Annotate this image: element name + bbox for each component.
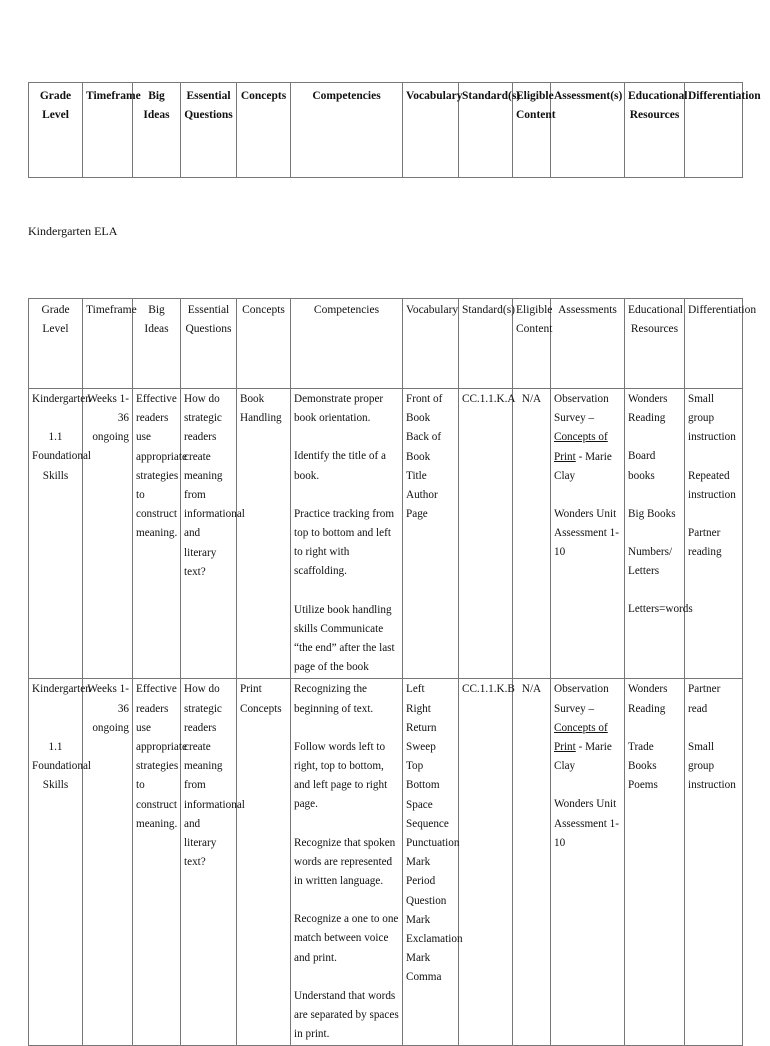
concepts-cell: Book Handling [237, 389, 291, 679]
grade-sub2: Foundational Skills [32, 759, 92, 792]
resource-item: Wonders Reading [628, 393, 668, 425]
questions-cell: How do strategic readers create meaning from informational and literary text? [181, 679, 237, 1046]
diff-item: Partner reading [688, 527, 722, 559]
resource-item: Trade Books Poems [628, 740, 658, 792]
col-standards: Standard(s) [459, 299, 513, 389]
col-vocabulary: Vocabulary [403, 299, 459, 389]
vocab-item: Comma [406, 971, 442, 984]
vocab-item: Question Mark [406, 894, 447, 926]
grade-cell [29, 679, 92, 1046]
timeframe-cell: Weeks 1-36 ongoing [83, 389, 133, 679]
grade-text: Kindergarten [32, 683, 91, 696]
header-table [28, 82, 761, 178]
differentiation-cell [685, 679, 743, 1046]
section-title: Kindergarten ELA [28, 224, 118, 238]
questions-cell: How do strategic readers create meaning from informational and literary text? [181, 389, 237, 679]
competency-item: Identify the title of a book. [294, 450, 386, 482]
col-differentiation: Differentiation [685, 83, 743, 178]
concepts-cell: Print Concepts [237, 679, 291, 1046]
col-concepts: Concepts [237, 83, 291, 178]
timeframe-cell: Weeks 1-36 ongoing [83, 679, 133, 1046]
vocabulary-cell [403, 389, 459, 679]
table-row [29, 389, 743, 679]
resources-cell [625, 389, 693, 679]
col-vocabulary: Vocabulary [403, 83, 459, 178]
col-assessments: Assessment(s) [551, 83, 625, 178]
diff-item: Small group instruction [688, 740, 736, 792]
resources-cell [625, 679, 685, 1046]
resource-item: Big Books [628, 507, 676, 520]
vocab-item: Author [406, 489, 438, 502]
vocabulary-cell [403, 679, 463, 1046]
standard-cell: CC.1.1.K.B [459, 679, 513, 1046]
col-grade-level: Grade Level [29, 83, 83, 178]
col-big-ideas: Big Ideas [133, 83, 181, 178]
col-timeframe: Timeframe [83, 299, 133, 389]
big-ideas-cell: Effective readers use appropriate strategies to construct meaning. [133, 389, 181, 679]
col-educational-resources: Educational Resources [625, 299, 685, 389]
vocab-item: Right [406, 702, 431, 715]
diff-item: Partner read [688, 683, 721, 715]
competency-item: Utilize book handling skills Communicate “the end” after the last page of the book [294, 603, 395, 674]
col-competencies: Competencies [291, 83, 403, 178]
competency-item: Recognizing the beginning of text. [294, 683, 374, 715]
col-essential-questions: Essential Questions [181, 83, 237, 178]
col-educational-resources: Educational Resources [625, 83, 685, 178]
header-row [29, 83, 743, 178]
vocab-item: Period [406, 875, 436, 888]
competency-item: Follow words left to right, top to bottom, and left page to right page. [294, 740, 388, 811]
vocab-item: Top [406, 760, 424, 773]
vocab-item: Exclamation Mark [406, 933, 463, 965]
resource-item: Letters=words [628, 603, 693, 616]
assessment-cell [551, 389, 625, 679]
assessment-item: Observation Survey – [554, 683, 609, 715]
col-grade-level: Grade Level [29, 299, 83, 389]
standard-cell: CC.1.1.K.A [459, 389, 513, 679]
assessment-author: - Marie Clay [554, 741, 612, 773]
competencies-cell [291, 679, 403, 1046]
vocab-item: Bottom [406, 779, 440, 792]
assessment-link: Concepts of Print [554, 721, 608, 754]
diff-item: Small group instruction [688, 393, 736, 444]
diff-item: Repeated instruction [688, 469, 736, 501]
curriculum-table [28, 298, 757, 1046]
vocab-item: Sequence [406, 817, 449, 830]
vocab-item: Front of Book [406, 393, 443, 425]
resource-item: Board books [628, 450, 656, 482]
competency-item: Recognize that spoken words are represented in written language. [294, 836, 396, 888]
big-ideas-cell: Effective readers use appropriate strategies to construct meaning. [133, 679, 181, 1046]
competency-item: Understand that words are separated by spaces in print. [294, 989, 399, 1041]
vocab-item: Back of Book [406, 431, 442, 463]
eligible-cell: N/A [513, 389, 551, 679]
assessment-item: Wonders Unit Assessment 1-10 [554, 508, 619, 559]
assessment-item: Wonders Unit Assessment 1-10 [554, 798, 619, 849]
competencies-cell [291, 389, 403, 679]
col-eligible-content: Eligible Content [513, 299, 551, 389]
vocab-item: Title [406, 469, 427, 482]
col-competencies: Competencies [291, 299, 403, 389]
col-essential-questions: Essential Questions [181, 299, 237, 389]
competency-item: Demonstrate proper book orientation. [294, 393, 384, 425]
col-concepts: Concepts [237, 299, 291, 389]
competency-item: Recognize a one to one match between voice and print. [294, 913, 399, 964]
resource-item: Numbers/ Letters [628, 546, 673, 578]
vocab-item: Punctuation Mark [406, 837, 460, 869]
col-standards: Standard(s) [459, 83, 513, 178]
col-differentiation: Differentiation [685, 299, 743, 389]
differentiation-cell [685, 389, 743, 679]
resource-item: Wonders Reading [628, 683, 668, 715]
assessment-item: Observation Survey – [554, 393, 609, 425]
eligible-cell: N/A [513, 679, 551, 1046]
competency-item: Practice tracking from top to bottom and left to right with scaffolding. [294, 507, 395, 578]
col-big-ideas: Big Ideas [133, 299, 181, 389]
vocab-item: Space [406, 798, 433, 811]
assessment-author: - Marie Clay [554, 450, 612, 482]
col-assessments: Assessments [551, 299, 625, 389]
assessment-link: Concepts of Print [554, 431, 608, 463]
grade-cell [29, 389, 92, 679]
table-row [29, 679, 743, 1046]
col-eligible-content: Eligible Content [513, 83, 551, 178]
grade-sub2: Foundational Skills [32, 450, 92, 482]
header-row [29, 299, 743, 389]
vocab-item: Return Sweep [406, 721, 437, 754]
col-timeframe: Timeframe [83, 83, 133, 178]
vocab-item: Left [406, 683, 425, 696]
grade-sub: 1.1 [48, 740, 63, 753]
grade-sub: 1.1 [48, 431, 63, 444]
assessment-cell [551, 679, 625, 1046]
grade-text: Kindergarten [32, 393, 91, 405]
vocab-item: Page [406, 508, 428, 521]
